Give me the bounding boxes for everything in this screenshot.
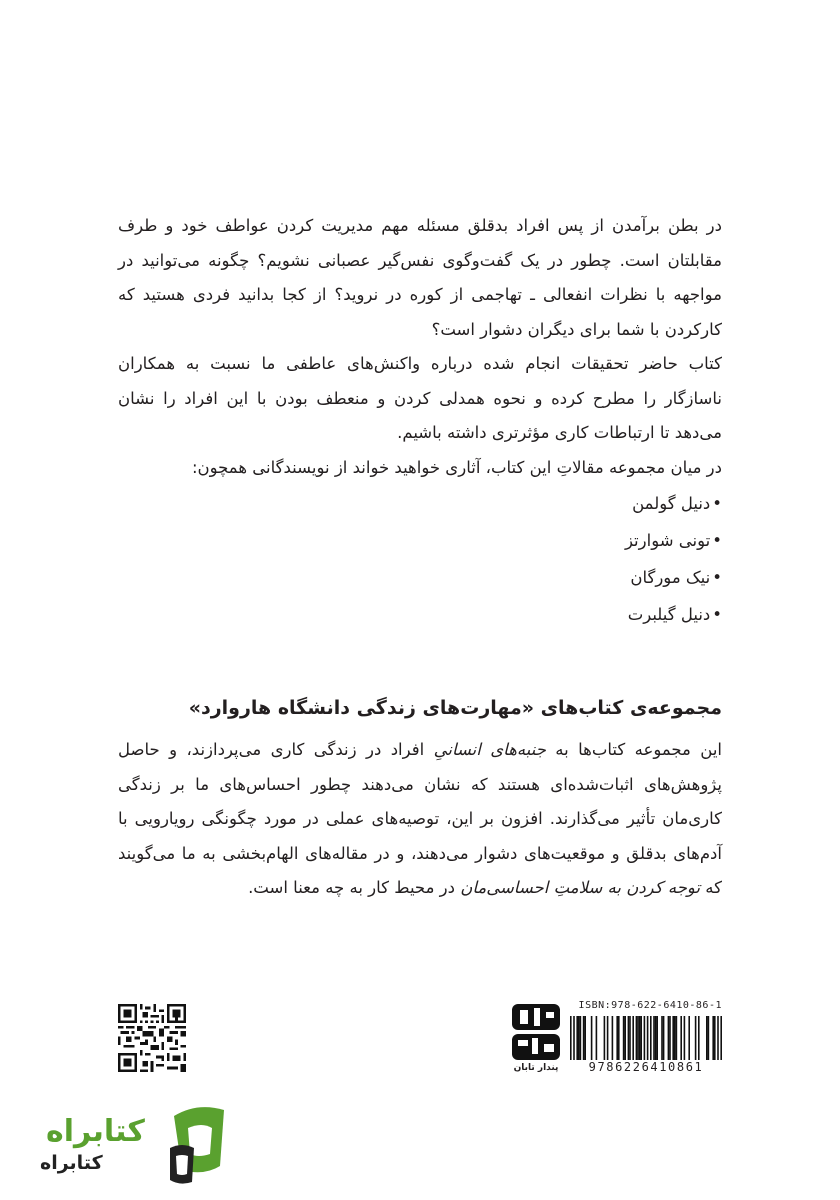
barcode-bar [672,1016,674,1060]
barcode [570,1016,722,1060]
barcode-bar [688,1016,690,1060]
barcode-bar [604,1016,606,1060]
barcode-bar [583,1016,585,1060]
isbn-barcode-block [570,1000,722,1080]
publisher-logo [508,1000,564,1080]
author-item: • دنیل گولمن [118,485,722,522]
publisher-mark-icon [508,1000,564,1062]
barcode-bar [663,1016,665,1060]
barcode-bar [618,1016,620,1060]
publisher-name: پندار تابان [513,1063,559,1073]
barcode-bar [714,1016,716,1060]
barcode-bar [647,1016,649,1060]
intro-text [118,209,722,633]
ketabrah-logo-icon [164,1096,230,1186]
qr-code [118,1004,186,1072]
emphasis-human-aspects: جنبه‌های انسانیِ [433,740,546,759]
barcode-bar [655,1016,657,1060]
barcode-bar [584,1016,586,1060]
watermark-text-large: کتابراه [46,1114,145,1149]
author-item: • نیک مورگان [118,559,722,596]
barcode-digits: 9786226410861 [588,1060,704,1074]
author-item: • تونی شوارتز [118,522,722,559]
barcode-bar [637,1016,639,1060]
barcode-bar [616,1016,618,1060]
emphasis-emotional-health: توجه کردن به سلامتِ احساسی‌مان [460,878,701,897]
barcode-bar [661,1016,663,1060]
watermark [36,1090,236,1190]
barcode-bar [570,1016,572,1060]
barcode-bar [644,1016,646,1060]
barcode-bar [628,1016,630,1060]
barcode-bar [653,1016,655,1060]
barcode-bar [674,1016,676,1060]
barcode-bar [698,1016,700,1060]
barcode-bar [669,1016,671,1060]
barcode-bar [578,1016,580,1060]
barcode-bar [624,1016,626,1060]
barcode-bar [680,1016,682,1060]
watermark-text-small: کتابراه [40,1152,103,1174]
barcode-bar [580,1016,582,1060]
barcode-bar [596,1016,598,1060]
isbn-label: ISBN:978-622-6410-86-1 [578,1000,722,1011]
barcode-bar [668,1016,670,1060]
barcode-bar [639,1016,641,1060]
author-list [118,485,722,633]
barcode-bar [695,1016,697,1060]
barcode-bar [607,1016,609,1060]
barcode-bar [640,1016,642,1060]
barcode-bar [684,1016,686,1060]
intro-paragraph-1: در بطن برآمدن از پس افراد بدقلق مسئله مهم مدیریت کردن عواطف خود و طرف مقابلتان است. چطور در یک گفت‌وگوی نفس‌گیر عصبانی نشویم؟ چگونه می‌توانید در مواجهه با نظرات انفعالی ـ تهاجمی از کوره در نروید؟ از کجا بدانید فردی هستید که کارکردن با شما برای دیگران دشوار است؟ [118,216,722,339]
barcode-bar [720,1016,722,1060]
barcode-bar [706,1016,708,1060]
intro-paragraph-2: کتاب حاضر تحقیقات انجام شده درباره واکنش‌های عاطفی ما نسبت به همکاران ناسازگار را مطرح کرده و نحوه همدلی کردن و منعطف بودن با این افراد را نشان می‌دهد تا ارتباطات کاری مؤثرتری داشته باشیم. [118,354,722,442]
barcode-bar [576,1016,578,1060]
series-description: این مجموعه کتاب‌ها به جنبه‌های انسانیِ افراد در زندگی کاری می‌پردازند، و حاصل پژوهش‌های اثبات‌شده‌ای هستند که نشان می‌دهند چطور احساس‌های ما بر زندگی کاری‌مان تأثیر می‌گذارند. افزون بر این، توصیه‌های عملی در مورد چگونگی رویارویی با آدم‌های بدقلق و موقعیت‌های دشوار می‌دهند، و در مقاله‌های الهام‌بخشی به ما می‌گویند که توجه کردن به سلامتِ احساسی‌مان در محیط کار به چه معنا است. [118,740,722,897]
intro-paragraph-3: در میان مجموعه مقالاتِ این کتاب، آثاری خواهید خواند از نویسندگانی همچون: [191,457,722,477]
author-item: • دنیل گیلبرت [118,596,722,633]
barcode-bar [650,1016,652,1060]
barcode-bar [632,1016,634,1060]
barcode-bar [591,1016,593,1060]
barcode-bar [636,1016,638,1060]
barcode-bar [629,1016,631,1060]
barcode-bar [717,1016,719,1060]
barcode-bar [612,1016,614,1060]
barcode-bar [623,1016,625,1060]
series-heading: مجموعه‌ی کتاب‌های «مهارت‌های زندگی دانشگاه هاروارد» [188,697,722,719]
barcode-bar [656,1016,658,1060]
barcode-bar [712,1016,714,1060]
barcode-bar [708,1016,710,1060]
barcode-bar [573,1016,575,1060]
barcode-bar [676,1016,678,1060]
